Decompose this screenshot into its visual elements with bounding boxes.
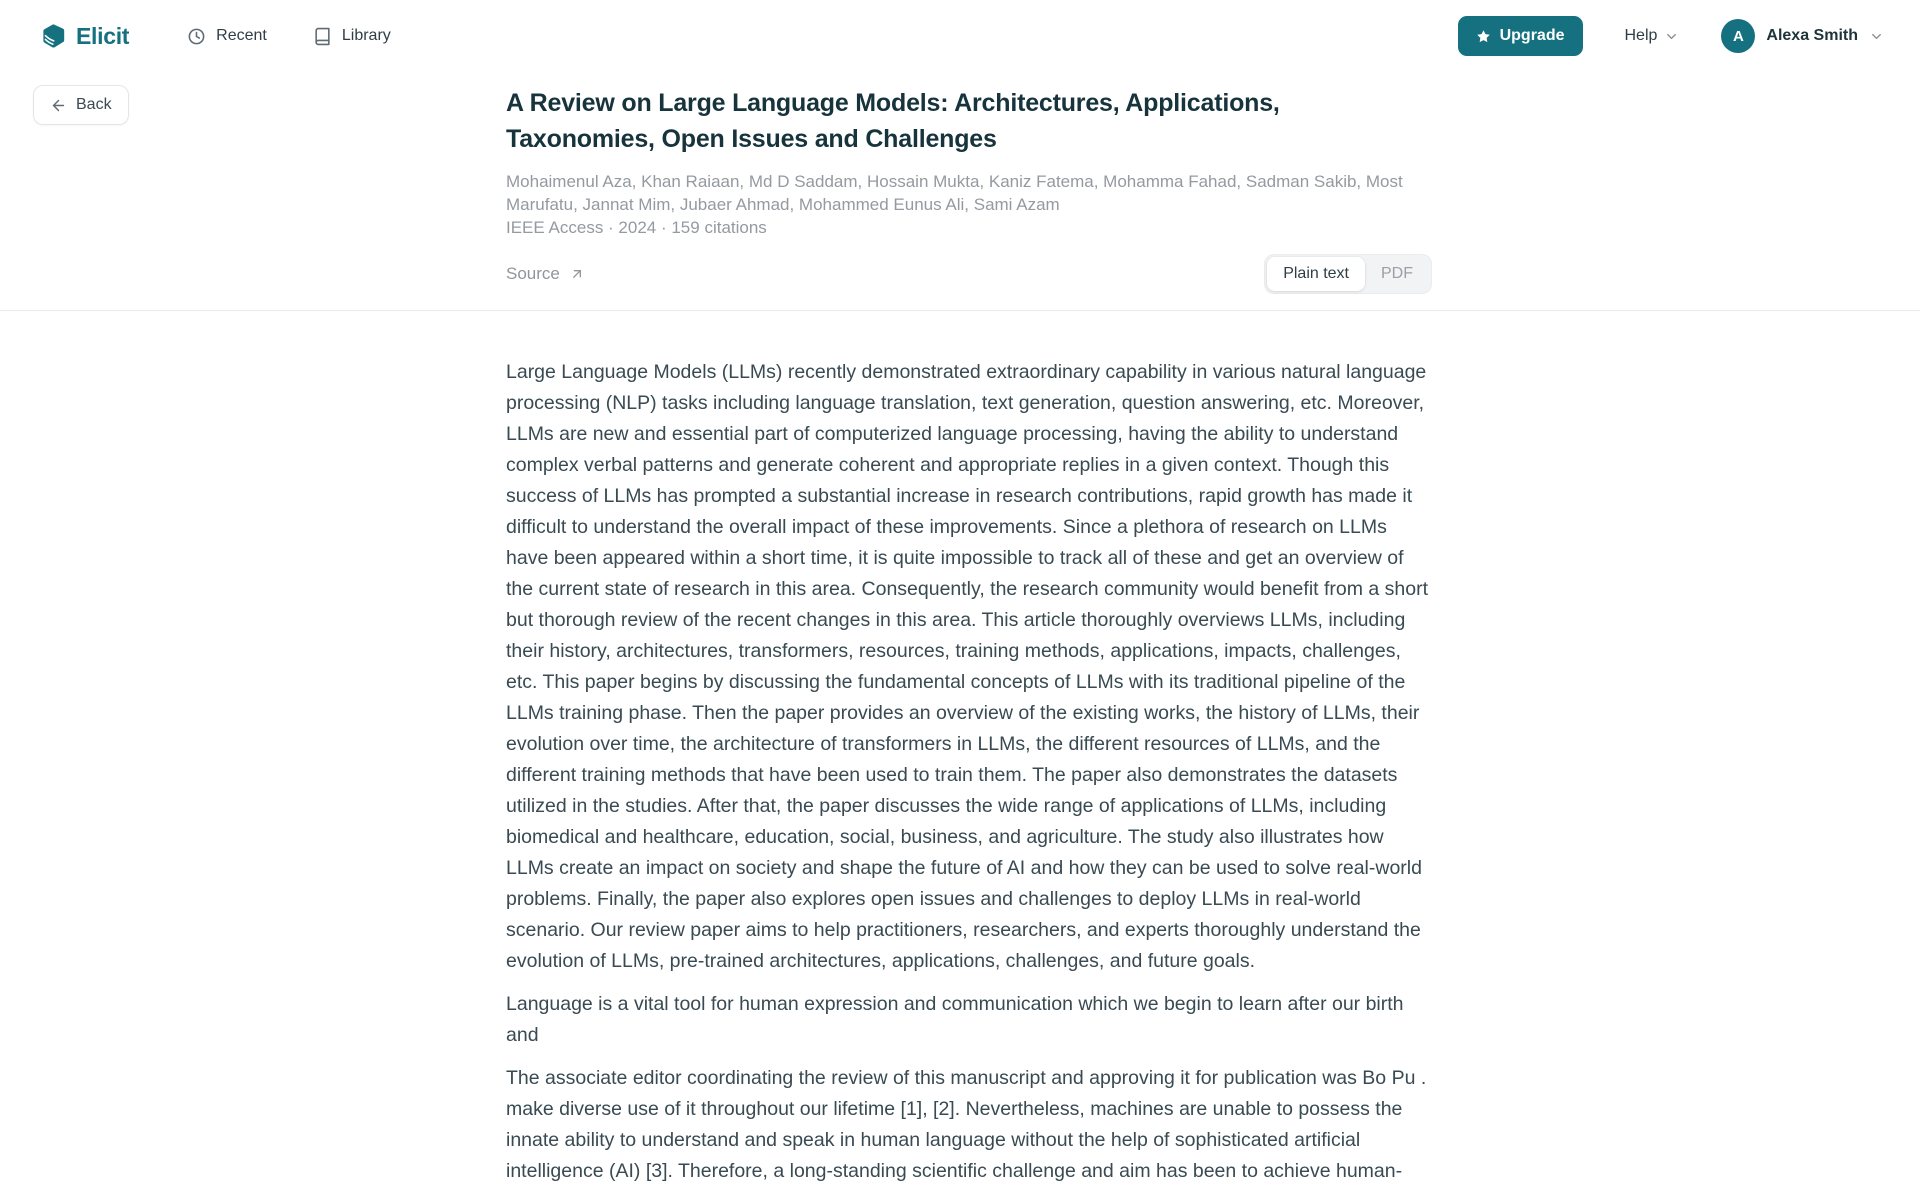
back-label: Back [76, 96, 112, 113]
account-menu[interactable] [1721, 19, 1884, 53]
elicit-wordmark: Elicit [76, 22, 130, 49]
nav-item-label: Recent [216, 27, 267, 44]
view-mode-toggle [1264, 254, 1432, 294]
account-name: Alexa Smith [1766, 27, 1858, 44]
elicit-logo[interactable] [40, 23, 129, 50]
primary-nav [187, 27, 391, 46]
paper-title: A Review on Large Language Models: Architectures, Applications, Taxonomies, Open Issues and Challenges [506, 89, 1280, 153]
clock-icon [187, 27, 206, 46]
nav-item-label: Library [341, 27, 391, 44]
nav-item-library[interactable] [313, 27, 391, 46]
back-button[interactable] [33, 85, 129, 125]
top-bar-right [1458, 16, 1884, 56]
chevron-down-icon [1664, 29, 1679, 44]
help-label: Help [1624, 27, 1658, 44]
toggle-option-pdf[interactable]: PDF [1365, 257, 1429, 291]
elicit-logo-icon [40, 23, 67, 50]
paper-meta: IEEE Access · 2024 · 159 citations [506, 218, 767, 237]
upgrade-label: Upgrade [1499, 27, 1565, 44]
nav-item-recent[interactable] [187, 27, 267, 46]
toggle-option-plain-text[interactable]: Plain text [1267, 257, 1365, 291]
paper-header [0, 72, 1920, 311]
top-bar [0, 0, 1920, 72]
body-paragraph: The associate editor coordinating the review of this manuscript and approving it for publication was Bo Pu . make diverse use of it throughout our lifetime [1], [2]. Nevertheless, machines are unable to possess the innate ability to understand and speak in human language without the help of sophisticated artificial intelligence (AI) [3]. Therefore, a long-standing scientific challenge and aim has been to achieve human- [506, 1067, 1427, 1182]
star-icon [1476, 29, 1491, 44]
upgrade-button[interactable] [1458, 16, 1583, 56]
external-link-arrow-icon [569, 266, 585, 282]
paper-authors: Mohaimenul Aza, Khan Raiaan, Md D Saddam, Hossain Mukta, Kaniz Fatema, Mohamma Fahad, Sadman Sakib, Most Marufatu, Jannat Mim, Jubaer Ahmad, Mohammed Eunus Ali, Sami Azam [506, 172, 1403, 214]
paper-body [506, 311, 1432, 1187]
abstract-paragraph: Large Language Models (LLMs) recently demonstrated extraordinary capability in various natural language processing (NLP) tasks including language translation, text generation, question answering, etc. Moreover, LLMs are new and essential part of computerized language processing, having the ability to understand complex verbal patterns and generate coherent and appropriate replies in a given context. Though this success of LLMs has prompted a substantial increase in research contributions, rapid growth has made it difficult to understand the overall impact of these improvements. Since a plethora of research on LLMs have been appeared within a short time, it is quite impossible to track all of these and get an overview of the current state of research in this area. Consequently, the research community would benefit from a short but thorough review of the recent changes in this area. This article thoroughly overviews LLMs, including their history, architectures, transformers, resources, training methods, applications, impacts, challenges, etc. This paper begins by discussing the fundamental concepts of LLMs with its traditional pipeline of the LLMs training phase. Then the paper provides an overview of the existing works, the history of LLMs, their evolution over time, the architecture of transformers in LLMs, the different resources of LLMs, and the different training methods that have been used to train them. The paper also demonstrates the datasets utilized in the studies. After that, the paper discusses the wide range of applications of LLMs, including biomedical and healthcare, education, social, business, and agriculture. The study also illustrates how LLMs create an impact on society and shape the future of AI and how they can be used to solve real-world problems. Finally, the paper also explores open issues and challenges to deploy LLMs in real-world scenario. Our review paper aims to help practitioners, researchers, and experts thoroughly understand the evolution of LLMs, pre-trained architectures, applications, challenges, and future goals. [506, 361, 1429, 972]
source-label: Source [506, 264, 560, 283]
body-paragraph: Language is a vital tool for human expression and communication which we begin to learn after our birth and [506, 993, 1404, 1046]
help-menu[interactable] [1625, 27, 1680, 45]
chevron-down-icon [1869, 29, 1884, 44]
source-link[interactable] [506, 264, 585, 284]
source-row [506, 254, 1432, 294]
avatar: A [1721, 19, 1755, 53]
book-icon [313, 27, 332, 46]
arrow-left-icon [50, 97, 67, 114]
